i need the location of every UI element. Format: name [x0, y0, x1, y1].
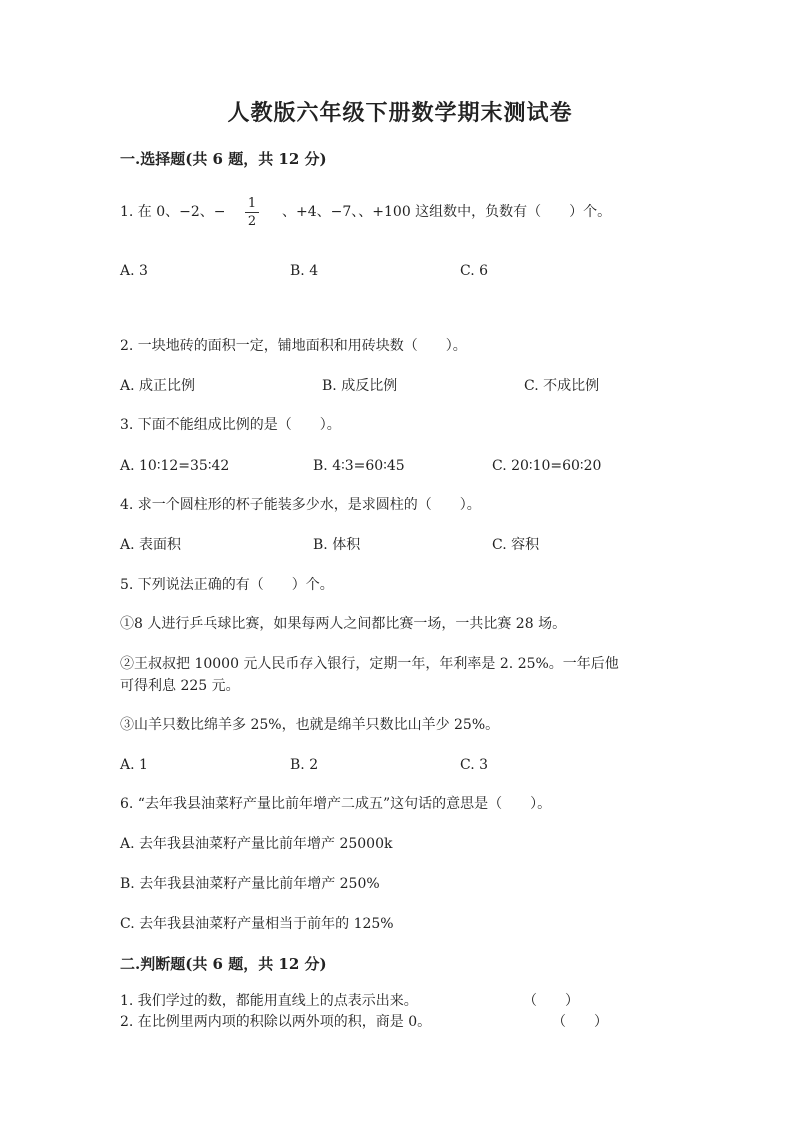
question-5-option-c: C. 3 [460, 757, 489, 773]
judgment-2-answer-blank[interactable]: （ ） [552, 1014, 608, 1030]
question-5-option-a: A. 1 [120, 757, 148, 773]
question-2-option-b: B. 成反比例 [322, 378, 398, 394]
judgment-2-text: 2. 在比例里两内项的积除以两外项的积，商是 0。 [120, 1014, 432, 1030]
question-5-statement-2-line-2: 可得利息 225 元。 [120, 678, 240, 694]
question-6-text: 6. “去年我县油菜籽产量比前年增产二成五”这句话的意思是（ ）。 [120, 796, 552, 812]
fraction-one-half [244, 196, 260, 229]
question-1-text-start: 1. 在 0、−2、− [120, 204, 226, 220]
question-1-text-end: 、+4、−7、、+100 这组数中，负数有（ ）个。 [282, 204, 612, 220]
question-5-statement-3: ③山羊只数比绵羊多 25%，也就是绵羊只数比山羊少 25%。 [120, 717, 500, 733]
question-6-option-c: C. 去年我县油菜籽产量相当于前年的 125% [120, 916, 394, 932]
question-2-text: 2. 一块地砖的面积一定，铺地面积和用砖块数（ ）。 [120, 338, 467, 354]
question-1-option-b: B. 4 [290, 263, 319, 279]
question-2-option-a: A. 成正比例 [120, 378, 196, 394]
question-4-option-b: B. 体积 [313, 537, 361, 553]
question-5-text: 5. 下列说法正确的有（ ）个。 [120, 577, 334, 593]
judgment-1-answer-blank[interactable]: （ ） [523, 993, 579, 1009]
section-heading-judgment: 二.判断题(共 6 题，共 12 分) [120, 955, 327, 973]
fraction-numerator: 1 [247, 196, 257, 211]
question-4-option-a: A. 表面积 [120, 537, 182, 553]
section-heading-choice: 一.选择题(共 6 题，共 12 分) [120, 150, 327, 168]
question-1-option-a: A. 3 [120, 263, 148, 279]
question-2-option-c: C. 不成比例 [524, 378, 600, 394]
question-3-option-a: A. 10∶12=35∶42 [120, 458, 230, 474]
question-3-text: 3. 下面不能组成比例的是（ ）。 [120, 417, 341, 433]
question-4-option-c: C. 容积 [492, 537, 540, 553]
fraction-bar [245, 212, 259, 213]
question-6-option-a: A. 去年我县油菜籽产量比前年增产 25000k [120, 836, 393, 852]
question-6-option-b: B. 去年我县油菜籽产量比前年增产 250% [120, 876, 380, 892]
question-3-option-c: C. 20∶10=60∶20 [492, 458, 602, 474]
fraction-denominator: 2 [247, 214, 257, 229]
page-title: 人教版六年级下册数学期末测试卷 [227, 100, 573, 126]
question-5-statement-1: ①8 人进行乒乓球比赛，如果每两人之间都比赛一场，一共比赛 28 场。 [120, 616, 567, 632]
judgment-1-text: 1. 我们学过的数，都能用直线上的点表示出来。 [120, 993, 418, 1009]
question-5-statement-2-line-1: ②王叔叔把 10000 元人民币存入银行，定期一年，年利率是 2. 25%。一年后他 [120, 656, 619, 672]
question-3-option-b: B. 4∶3=60∶45 [313, 458, 405, 474]
question-4-text: 4. 求一个圆柱形的杯子能装多少水，是求圆柱的（ ）。 [120, 497, 481, 513]
question-1-option-c: C. 6 [460, 263, 489, 279]
question-5-option-b: B. 2 [290, 757, 319, 773]
